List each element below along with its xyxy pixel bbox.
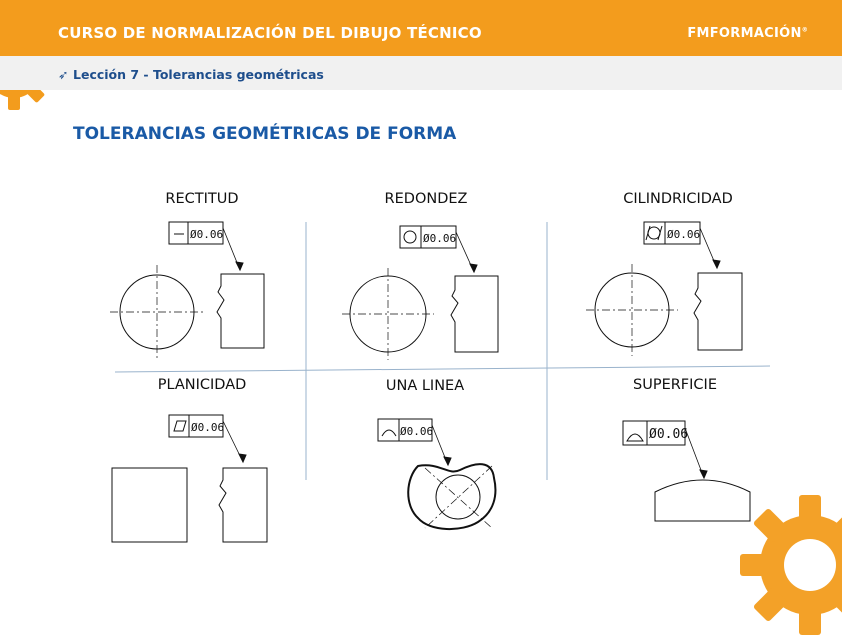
- pin-icon: ➶: [58, 67, 69, 82]
- flatness-icon: [174, 421, 186, 431]
- una-linea-drawing: [378, 419, 495, 529]
- line-profile-icon: [382, 430, 396, 436]
- course-title: CURSO DE NORMALIZACIÓN DEL DIBUJO TÉCNICO: [58, 24, 482, 42]
- panel-label-una-linea: UNA LINEA: [385, 378, 465, 394]
- tolerance-value: Ø0.06: [649, 427, 689, 442]
- panel-label-superficie: SUPERFICIE: [633, 377, 717, 393]
- tolerance-value: Ø0.06: [667, 228, 701, 241]
- tolerance-value: Ø0.06: [190, 228, 224, 241]
- lesson-title: ➶ Lección 7 - Tolerancias geométricas: [58, 67, 324, 82]
- page-number: 43: [809, 565, 826, 579]
- brand-logo: FMFORMACIÓN®: [687, 26, 808, 41]
- surface-profile-icon: [627, 434, 643, 441]
- panel-label-redondez: REDONDEZ: [384, 191, 468, 207]
- cilindricidad-drawing: [586, 222, 742, 356]
- panel-label-rectitud: RECTITUD: [165, 191, 239, 207]
- planicidad-drawing: [112, 415, 267, 542]
- panel-label-planicidad: PLANICIDAD: [157, 377, 247, 393]
- tolerance-value: Ø0.06: [423, 232, 457, 245]
- rectitud-drawing: [110, 222, 264, 358]
- tolerance-value: Ø0.06: [191, 421, 225, 434]
- section-title: TOLERANCIAS GEOMÉTRICAS DE FORMA: [73, 124, 457, 144]
- cylindricity-icon: [646, 226, 662, 240]
- panel-label-cilindricidad: CILINDRICIDAD: [623, 191, 733, 207]
- tolerance-value: Ø0.06: [400, 425, 434, 438]
- roundness-icon: [404, 231, 416, 243]
- redondez-drawing: [342, 226, 498, 360]
- divider-horizontal: [115, 366, 770, 372]
